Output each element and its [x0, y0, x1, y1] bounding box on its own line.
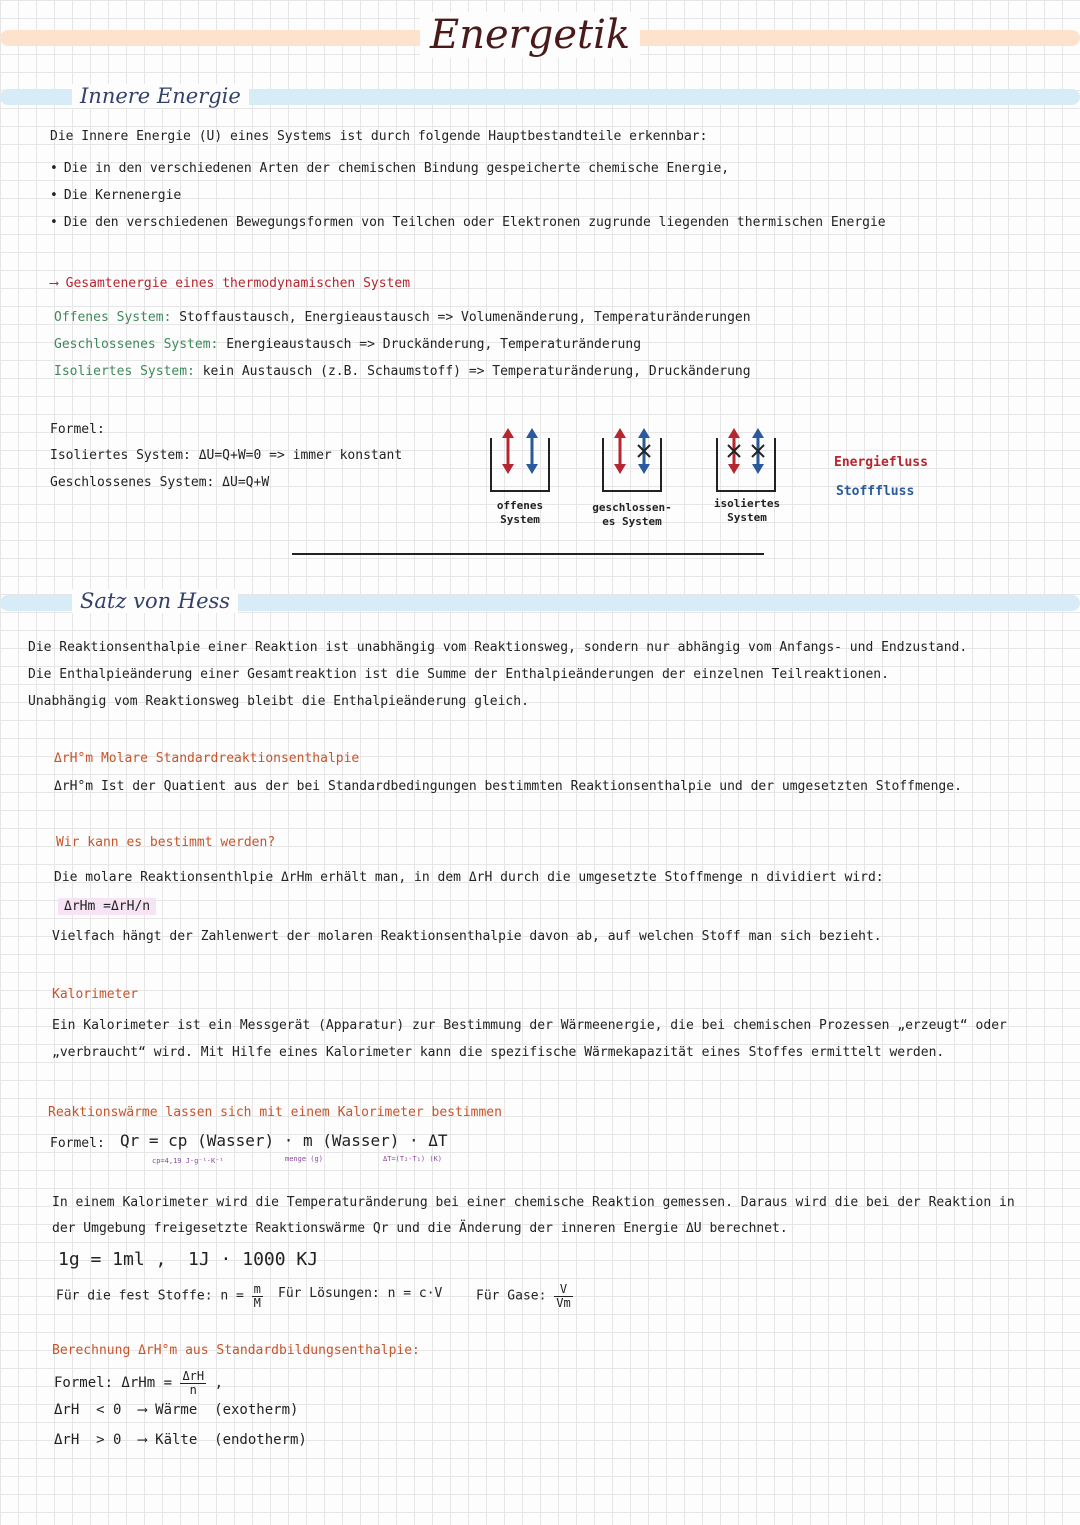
gesamtenergie-line: [50, 276, 410, 291]
fraction-numerator: V: [554, 1283, 572, 1297]
list-item: • Die in den verschiedenen Arten der chemischen Bindung gespeicherte chemische Energie,: [50, 155, 886, 182]
kalorimeter-text-3: In einem Kalorimeter wird die Temperaturänderung bei einer chemische Reaktion gemessen. Daraus wird die bei der Reaktion in: [52, 1195, 1015, 1210]
exotherm-line: ΔrH < 0 ⟶ Wärme (exotherm): [54, 1402, 299, 1418]
fraction-denominator: Vm: [556, 1295, 571, 1310]
wie-heading: Wir kann es bestimmt werden?: [56, 835, 276, 850]
kalorimeter-formula: Qr = cp (Wasser) · m (Wasser) · ΔT: [120, 1131, 448, 1150]
energy-arrow-icon: [502, 428, 514, 474]
list-item: • Die den verschiedenen Bewegungsformen von Teilchen oder Elektronen zugrunde liegenden thermischen Energie: [50, 209, 886, 236]
molar-def-text: Ist der Quatient aus der bei Standardbedingungen bestimmten Reaktionsenthalpie und der umgesetzten Stoffmenge.: [100, 779, 962, 794]
caption-line: es System: [602, 515, 662, 528]
hess-line: Die Reaktionsenthalpie einer Reaktion ist unabhängig vom Reaktionsweg, sondern nur abhängig vom Anfangs- und Endzustand.: [28, 640, 968, 655]
energy-arrow-blocked-icon: [728, 428, 740, 474]
units-line: 1g = 1ml , 1J · 1000 KJ: [58, 1249, 319, 1270]
molar-symbol: ΔrH°m: [54, 751, 94, 766]
wie-text: Die molare Reaktionsenthlpie ΔrHm erhält man, in dem ΔrH durch die umgesetzte Stoffmenge n dividiert wird:: [54, 870, 884, 885]
kalorimeter-text-2: „verbraucht“ wird. Mit Hilfe eines Kalorimeter kann die spezifische Wärmekapazität eines Stoffes ermittelt werden.: [52, 1045, 945, 1060]
fraction-denominator: M: [253, 1295, 261, 1310]
fraction-denominator: n: [189, 1382, 197, 1397]
section-heading-hess: Satz von Hess: [72, 589, 238, 613]
note-cp: cp=4,19 J·g⁻¹·K⁻¹: [152, 1157, 224, 1165]
fraction-numerator: m: [253, 1282, 261, 1296]
matter-arrow-icon: [526, 428, 538, 474]
berechnung-formel-label: Formel: ΔrHm =: [54, 1375, 173, 1392]
matter-arrow-blocked-icon: [752, 428, 764, 474]
innere-energie-intro: Die Innere Energie (U) eines Systems ist durch folgende Hauptbestandteile erkennbar:: [50, 129, 708, 144]
molar-symbol: ΔrH°m: [54, 779, 94, 794]
molar-title: Molare Standardreaktionsenthalpie: [100, 751, 360, 766]
fest-label: Für die fest Stoffe: n =: [56, 1288, 244, 1304]
arrows-offen: [490, 426, 550, 476]
system-name: Offenes System:: [54, 310, 172, 325]
matter-arrow-blocked-icon: [638, 428, 650, 474]
system-offen: [54, 310, 751, 325]
formel-label: Formel:: [50, 422, 105, 437]
system-name: Geschlossenes System:: [54, 337, 219, 352]
berechnung-prefix: Berechnung: [52, 1343, 131, 1358]
system-isoliert: [54, 364, 751, 379]
legend-stofffluss: Stofffluss: [836, 484, 915, 499]
caption-line: offenes: [496, 499, 544, 512]
berechnung-formel: [54, 1370, 223, 1396]
fest-fraction: [252, 1283, 263, 1309]
comma: ,: [214, 1375, 224, 1392]
berechnung-heading: [52, 1343, 420, 1358]
section-heading-innere-energie: Innere Energie: [72, 84, 249, 108]
page-title: Energetik: [420, 12, 640, 58]
caption-line: isoliertes: [713, 497, 781, 510]
reaktion-heading: Reaktionswärme lassen sich mit einem Kalorimeter bestimmen: [48, 1105, 502, 1120]
note-dt: ΔT=(T₂-T₁) (K): [383, 1155, 443, 1163]
gase-fraction: [554, 1283, 572, 1309]
kalorimeter-text-4: der Umgebung freigesetzte Reaktionswärme Qr und die Änderung der inneren Energie ΔU berechnet.: [52, 1221, 788, 1236]
loesungen: Für Lösungen: n = c·V: [278, 1286, 443, 1301]
caption-isoliert: [712, 497, 782, 525]
system-name: Isoliertes System:: [54, 364, 195, 379]
caption-offen: [488, 499, 552, 527]
arrows-isoliert: [716, 426, 776, 476]
system-desc: kein Austausch (z.B. Schaumstoff) => Temperaturänderung, Druckänderung: [202, 364, 751, 379]
fest-stoffe: [56, 1283, 263, 1309]
molar-heading: [54, 751, 359, 766]
wie-note: Vielfach hängt der Zahlenwert der molaren Reaktionsenthalpie davon ab, auf welchen Stoff man sich bezieht.: [52, 929, 882, 944]
innere-energie-bullets: [50, 155, 886, 236]
kalorimeter-text-1: Ein Kalorimeter ist ein Messgerät (Apparatur) zur Bestimmung der Wärmeenergie, die bei chemischen Prozessen „erzeugt“ oder: [52, 1018, 1007, 1033]
kalorimeter-formel-label: Formel:: [50, 1136, 105, 1151]
caption-line: System: [727, 511, 767, 524]
arrows-geschlossen: [602, 426, 662, 476]
note-m: menge (g): [285, 1155, 323, 1163]
list-item: • Die Kernenergie: [50, 182, 886, 209]
kalorimeter-heading: Kalorimeter: [52, 987, 139, 1002]
caption-geschlossen: [590, 501, 674, 529]
berechnung-fraction: [180, 1370, 206, 1396]
system-desc: Energieaustausch => Druckänderung, Temperaturänderung: [226, 337, 642, 352]
berechnung-symbol: ΔrH°m: [138, 1343, 178, 1358]
section-divider: [292, 553, 764, 555]
system-desc: Stoffaustausch, Energieaustausch => Volumenänderung, Temperaturänderungen: [179, 310, 751, 325]
berechnung-suffix: aus Standardbildungsenthalpie:: [185, 1343, 420, 1358]
hess-text: [28, 634, 967, 715]
gase-label: Für Gase:: [476, 1288, 547, 1304]
energy-arrow-icon: [614, 428, 626, 474]
wie-formula: ΔrHm =ΔrH/n: [58, 898, 156, 915]
arrow-right-icon: ⟶: [50, 276, 66, 291]
formel-geschlossen: Geschlossenes System: ΔU=Q+W: [50, 475, 270, 490]
gesamtenergie-text: Gesamtenergie eines thermodynamischen System: [65, 276, 411, 291]
formel-isoliert: Isoliertes System: ΔU=Q+W=0 => immer konstant: [50, 448, 403, 463]
caption-line: geschlossen-: [592, 501, 672, 514]
caption-line: System: [500, 513, 540, 526]
legend-energiefluss: Energiefluss: [834, 455, 928, 470]
gase: [476, 1283, 573, 1309]
hess-line: Unabhängig vom Reaktionsweg bleibt die Enthalpieänderung gleich.: [28, 694, 529, 709]
system-geschlossen: [54, 337, 641, 352]
molar-definition: [54, 779, 962, 794]
endotherm-line: ΔrH > 0 ⟶ Kälte (endotherm): [54, 1432, 307, 1448]
hess-line: Die Enthalpieänderung einer Gesamtreaktion ist die Summe der Enthalpieänderungen der einzelnen Teilreaktionen.: [28, 667, 889, 682]
fraction-numerator: ΔrH: [182, 1369, 205, 1383]
